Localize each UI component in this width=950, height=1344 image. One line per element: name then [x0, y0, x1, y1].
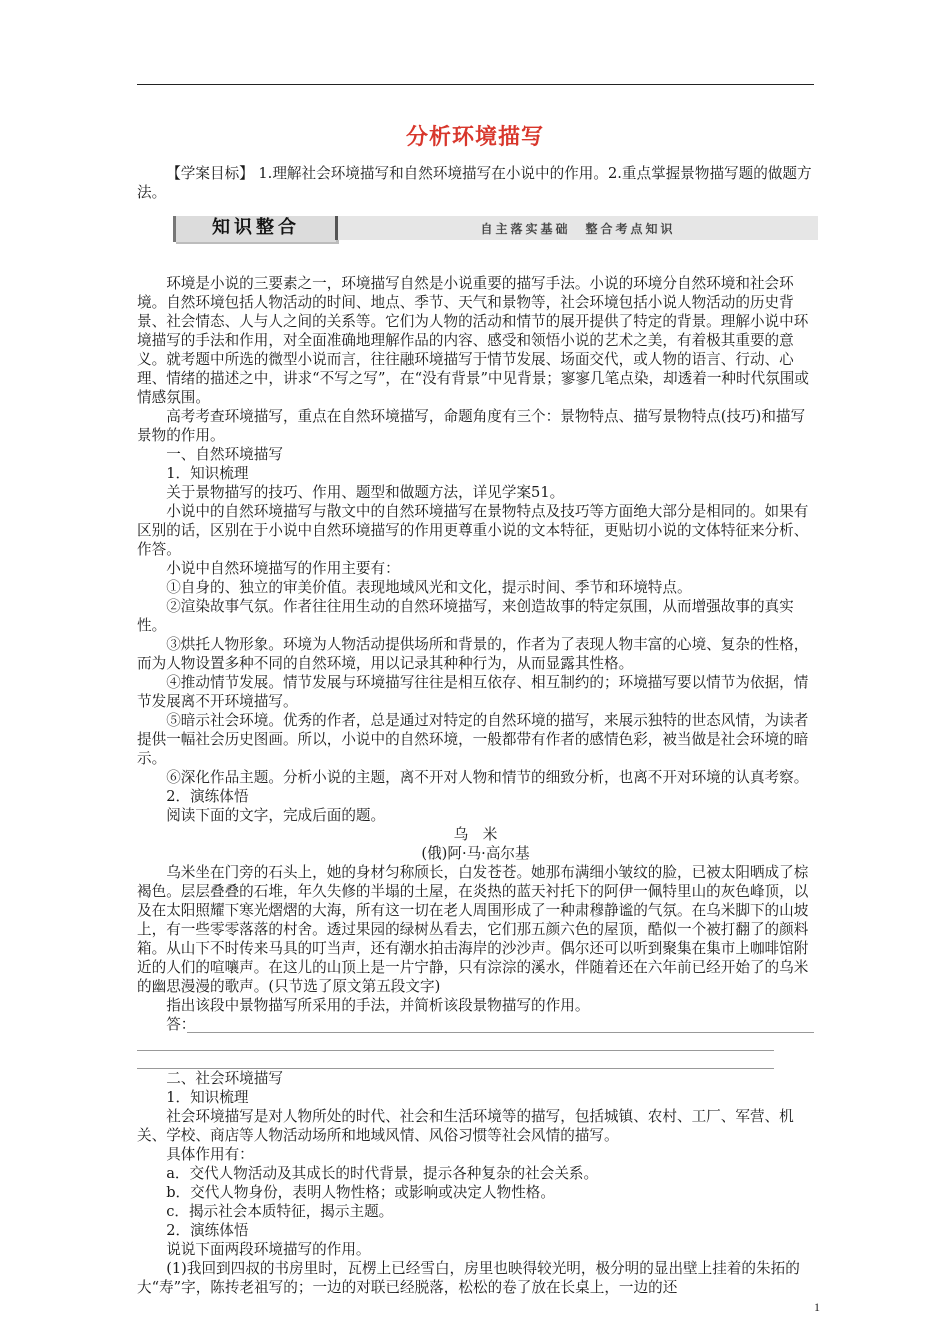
paragraph: 小说中自然环境描写的作用主要有：: [166, 560, 400, 577]
paragraph: 关于景物描写的技巧、作用、题型和做题方法，详见学案51。: [166, 484, 565, 501]
list-item: ③烘托人物形象。环境为人物活动提供场所和背景的，作者为了表现人物丰富的心境、复杂的性格，而为人物设置多种不同的自然环境，用以记录其种种行为，从而显露其性格。: [137, 636, 809, 672]
section-banner: [137, 216, 814, 244]
banner-subtitle: 自主落实基础 整合考点知识: [480, 222, 676, 236]
list-item: b．交代人物身份，表明人物性格；或影响或决定人物性格。: [166, 1184, 555, 1201]
subsection-heading: 2．演练体悟: [166, 788, 249, 805]
list-item: ⑥深化作品主题。分析小说的主题，离不开对人物和情节的细致分析，也离不开对环境的认真考察。: [166, 769, 809, 786]
answer-label: 答：: [166, 1016, 196, 1033]
banner-bar: [335, 216, 818, 240]
section-heading: 一、自然环境描写: [166, 446, 283, 463]
list-item: c．揭示社会本质特征，揭示主题。: [166, 1203, 394, 1220]
list-item: ①自身的、独立的审美价值。表现地域风光和文化，提示时间、季节和环境特点。: [166, 579, 692, 596]
paragraph: 高考考查环境描写，重点在自然环境描写，命题角度有三个：景物特点、描写景物特点(技巧)和描写景物的作用。: [137, 408, 806, 444]
banner-badge: [173, 216, 336, 242]
paragraph: 环境是小说的三要素之一，环境描写自然是小说重要的描写手法。小说的环境分自然环境和社会环境。自然环境包括人物活动的时间、地点、季节、天气和景物等，社会环境包括小说人物活动的历史背景、社会情态、人与人之间的关系等。它们为人物的活动和情节的展开提供了特定的背景。理解小说中环境描写的手法和作用，对全面准确地理解作品的内容、感受和领悟小说的艺术之美，有着极其重要的意义。就考题中所选的微型小说而言，往往融环境描写于情节发展、场面交代，或人物的语言、行动、心理、情绪的描述之中，讲求“不写之写”，在“没有背景”中见背景；寥寥几笔点染，却透着一种时代氛围或情感氛围。: [137, 275, 809, 406]
list-item: a．交代人物活动及其成长的时代背景，提示各种复杂的社会关系。: [166, 1165, 599, 1182]
paragraph: 阅读下面的文字，完成后面的题。: [166, 807, 386, 824]
subsection-heading: 2．演练体悟: [166, 1222, 249, 1239]
section-heading: 二、社会环境描写: [166, 1070, 283, 1087]
paragraph: 说说下面两段环境描写的作用。: [166, 1241, 371, 1258]
banner-title: 知识整合: [212, 217, 300, 238]
subsection-heading: 1．知识梳理: [166, 1089, 249, 1106]
paragraph: 具体作用有：: [166, 1146, 254, 1163]
story-text: 乌米坐在门旁的石头上，她的身材匀称颀长，白发苍苍。她那布满细小皱纹的脸，已被太阳晒成了棕褐色。层层叠叠的石堆，年久失修的半塌的土屋，在炎热的蓝天衬托下的阿伊一佩特里山的灰色峰顶，以及在太阳照耀下寒光熠熠的大海，所有这一切在老人周围形成了一种肃穆静谧的气氛。在乌米脚下的山坡上，有一些零零落落的村舍。透过果园的绿树丛看去，它们那五颜六色的屋顶，酷似一个被打翻了的颜料箱。从山下不时传来马具的叮当声，还有潮水拍击海岸的沙沙声。偶尔还可以听到聚集在集市上咖啡馆附近的人们的喧嚷声。在这儿的山顶上是一片宁静，只有淙淙的溪水，伴随着还在六年前已经开始了的乌米的幽思漫漫的歌声。(只节选了原文第五段文字): [137, 864, 809, 995]
answer-line[interactable]: [137, 1033, 774, 1051]
answer-line[interactable]: [187, 1015, 814, 1033]
list-item: ⑤暗示社会环境。优秀的作者，总是通过对特定的自然环境的描写，来展示独特的世态风情，为读者提供一幅社会历史图画。所以，小说中的自然环境，一般都带有作者的感情色彩，被当做是社会环境的暗示。: [137, 712, 809, 767]
list-item: ②渲染故事气氛。作者往往用生动的自然环境描写，来创造故事的特定氛围，从而增强故事的真实性。: [137, 598, 794, 634]
page-title: 分析环境描写: [405, 124, 544, 150]
learning-goal: 【学案目标】 1.理解社会环境描写和自然环境描写在小说中的作用。2.重点掌握景物描写题的做题方法。: [137, 165, 812, 201]
document-body: [137, 164, 814, 1297]
paragraph: 小说中的自然环境描写与散文中的自然环境描写在景物特点及技巧等方面绝大部分是相同的。如果有区别的话，区别在于小说中自然环境描写的作用更尊重小说的文本特征，更贴切小说的文体特征来分析、作答。: [137, 503, 809, 558]
paragraph: (1)我回到四叔的书房里时，瓦楞上已经雪白，房里也映得较光明，极分明的显出壁上挂着的朱拓的大“寿”字，陈抟老祖写的；一边的对联已经脱落，松松的卷了放在长桌上，一边的还: [137, 1260, 800, 1296]
header-rule: [137, 84, 814, 85]
answer-line[interactable]: [137, 1051, 774, 1069]
list-item: ④推动情节发展。情节发展与环境描写往往是相互依存、相互制约的；环境描写要以情节为依据，情节发展离不开环境描写。: [137, 674, 809, 710]
question: 指出该段中景物描写所采用的手法，并简析该段景物描写的作用。: [166, 997, 590, 1014]
story-title: 乌 米: [453, 826, 498, 843]
page-number: 1: [814, 1300, 820, 1314]
story-author: (俄)阿·马·高尔基: [421, 845, 530, 862]
paragraph: 社会环境描写是对人物所处的时代、社会和生活环境等的描写，包括城镇、农村、工厂、军营、机关、学校、商店等人物活动场所和地域风情、风俗习惯等社会风情的描写。: [137, 1108, 794, 1144]
subsection-heading: 1．知识梳理: [166, 465, 249, 482]
